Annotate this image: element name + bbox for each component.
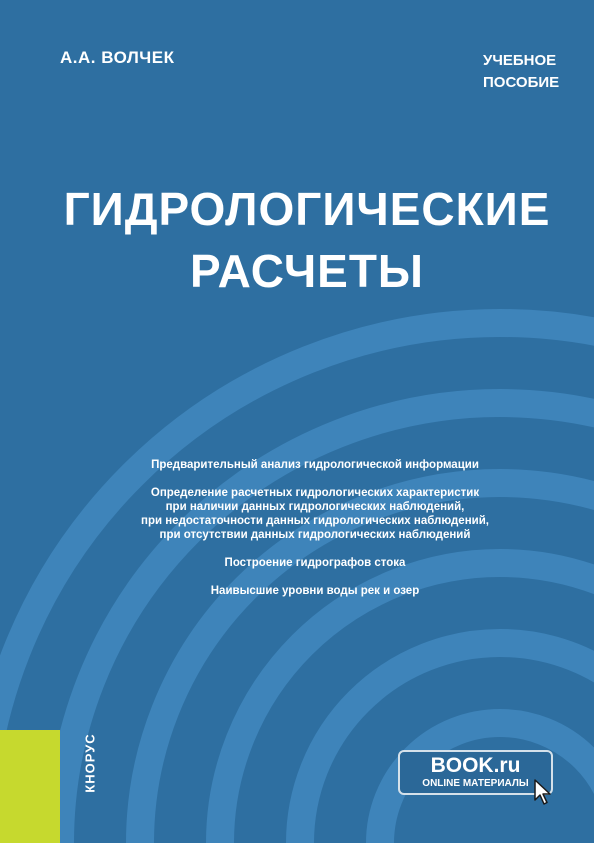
series-line-1: УЧЕБНОЕ (483, 52, 557, 69)
topic-line: при недостаточности данных гидрологических наблюдений, (141, 515, 489, 527)
publisher-logo (70, 708, 110, 818)
topic-line: Наивысшие уровни воды рек и озер (210, 585, 420, 597)
accent-block (0, 730, 60, 843)
bookru-logo: BOOK.ru (430, 754, 521, 777)
author-name: А.А. ВОЛЧЕК (60, 48, 175, 67)
series-line-2: ПОСОБИЕ (483, 74, 560, 91)
topic-line: Предварительный анализ гидрологической информации (151, 459, 479, 471)
contents-topic-2 (140, 486, 490, 542)
title-line-1: ГИДРОЛОГИЧЕСКИЕ (63, 183, 551, 235)
topic-line: Определение расчетных гидрологических характеристик (150, 487, 480, 499)
book-title (20, 178, 594, 302)
topic-line: Построение гидрографов стока (224, 557, 406, 569)
bookru-subtitle: ONLINE МАТЕРИАЛЫ (422, 778, 529, 789)
series-label (483, 50, 578, 94)
contents-list (140, 458, 490, 612)
contents-topic-3 (140, 556, 490, 570)
bookru-badge (398, 750, 553, 795)
topic-line: при отсутствии данных гидрологических наблюдений (159, 529, 471, 541)
topic-line: при наличии данных гидрологических наблюдений, (165, 501, 465, 513)
publisher-name: КНОРУС (82, 733, 98, 793)
mouse-cursor-icon (533, 778, 553, 806)
title-line-2: РАСЧЕТЫ (190, 245, 424, 297)
contents-topic-4 (140, 584, 490, 598)
contents-topic-1 (140, 458, 490, 472)
